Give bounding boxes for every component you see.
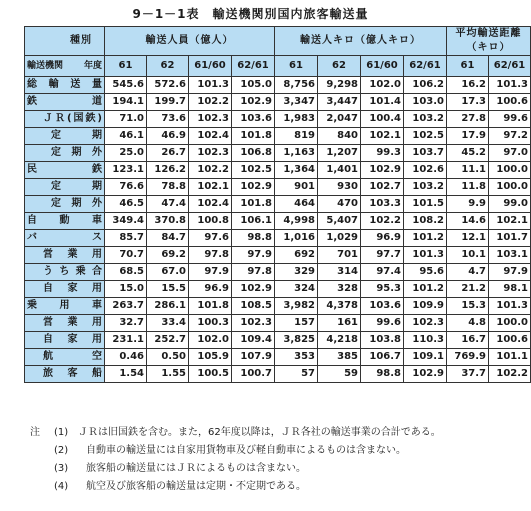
table-cell: 26.7 (147, 145, 189, 162)
table-cell: 101.5 (404, 196, 447, 213)
table-cell: 101.8 (232, 196, 275, 213)
table-cell: 103.8 (361, 332, 404, 349)
table-cell: 98.8 (232, 230, 275, 247)
table-cell: 572.6 (147, 77, 189, 94)
table-cell: 102.6 (404, 162, 447, 179)
table-cell: 102.5 (404, 128, 447, 145)
table-cell: 97.8 (189, 247, 232, 264)
row-label: 自動車 (25, 213, 105, 230)
table-cell: 102.5 (232, 162, 275, 179)
table-cell: 102.3 (189, 145, 232, 162)
table-cell: 101.4 (361, 94, 404, 111)
table-row (25, 247, 531, 264)
table-cell: 9.9 (447, 196, 489, 213)
col-pkm-61: 61 (275, 56, 318, 77)
table-cell: 101.2 (404, 281, 447, 298)
table-cell: 84.7 (147, 230, 189, 247)
table-cell: 157 (275, 315, 318, 332)
table-cell: 12.1 (447, 230, 489, 247)
table-cell: 314 (318, 264, 361, 281)
col-pkm-62: 62 (318, 56, 361, 77)
table-cell: 97.0 (489, 145, 531, 162)
table-cell: 76.6 (105, 179, 147, 196)
table-cell: 1,401 (318, 162, 361, 179)
table-cell: 71.0 (105, 111, 147, 128)
row-label: 定期外 (25, 145, 105, 162)
table-cell: 27.8 (447, 111, 489, 128)
table-cell: 97.4 (361, 264, 404, 281)
table-cell: 102.7 (361, 179, 404, 196)
note-text: ＪＲは旧国鉄を含む。また，62年度以降は，ＪＲ各社の輸送事業の合計である。 (78, 427, 441, 438)
table-cell: 692 (275, 247, 318, 264)
table-cell: 100.4 (361, 111, 404, 128)
row-label: 自家用 (25, 281, 105, 298)
table-cell: 73.6 (147, 111, 189, 128)
table-cell: 69.2 (147, 247, 189, 264)
table-cell: 103.7 (404, 145, 447, 162)
table-cell: 101.3 (489, 77, 531, 94)
table-cell: 385 (318, 349, 361, 366)
table-cell: 464 (275, 196, 318, 213)
table-cell: 103.2 (404, 111, 447, 128)
note-text: 自動車の輸送量には自家用貨物車及び軽自動車によるものは含まない。 (86, 445, 406, 456)
table-cell: 101.8 (189, 298, 232, 315)
table-cell: 100.0 (489, 162, 531, 179)
row-label: 乗用車 (25, 298, 105, 315)
table-cell: 109.1 (404, 349, 447, 366)
table-row (25, 366, 531, 383)
col-people-61-60: 61/60 (189, 56, 232, 77)
table-cell: 102.3 (232, 315, 275, 332)
table-cell: 252.7 (147, 332, 189, 349)
table-cell: 68.5 (105, 264, 147, 281)
col-people-62: 62 (147, 56, 189, 77)
table-cell: 46.1 (105, 128, 147, 145)
table-cell: 95.3 (361, 281, 404, 298)
table-cell: 14.6 (447, 213, 489, 230)
row-label: 定期 (25, 179, 105, 196)
table-cell: 100.0 (489, 315, 531, 332)
note-number: (3) (54, 463, 69, 474)
table-cell: 103.6 (232, 111, 275, 128)
table-cell: 100.7 (232, 366, 275, 383)
table-cell: 57 (275, 366, 318, 383)
table-cell: 15.5 (147, 281, 189, 298)
col-people-62-61: 62/61 (232, 56, 275, 77)
row-label: うち乗合 (25, 264, 105, 281)
table-cell: 102.2 (189, 94, 232, 111)
table-cell: 97.2 (489, 128, 531, 145)
table-cell: 17.3 (447, 94, 489, 111)
table-cell: 101.8 (232, 128, 275, 145)
table-cell: 97.9 (489, 264, 531, 281)
table-row (25, 349, 531, 366)
table-cell: 101.3 (404, 247, 447, 264)
table-row (25, 94, 531, 111)
note-text: 旅客船の輸送量にはＪＲによるものは含まない。 (86, 463, 306, 474)
table-row (25, 315, 531, 332)
table-cell: 102.9 (404, 366, 447, 383)
table-cell: 349.4 (105, 213, 147, 230)
table-cell: 106.8 (232, 145, 275, 162)
note-item (30, 424, 490, 442)
row-label: 自家用 (25, 332, 105, 349)
table-row (25, 145, 531, 162)
table-cell: 102.3 (189, 111, 232, 128)
table-cell: 108.5 (232, 298, 275, 315)
table-cell: 105.9 (189, 349, 232, 366)
header-group-distance-line2: （キロ） (466, 42, 511, 53)
row-label: 民鉄 (25, 162, 105, 179)
table-cell: 231.1 (105, 332, 147, 349)
table-cell: 99.3 (361, 145, 404, 162)
table-cell: 4,998 (275, 213, 318, 230)
table-cell: 97.9 (189, 264, 232, 281)
row-label: 鉄道 (25, 94, 105, 111)
table-cell: 99.6 (361, 315, 404, 332)
table-cell: 930 (318, 179, 361, 196)
table-cell: 10.1 (447, 247, 489, 264)
table-cell: 4.8 (447, 315, 489, 332)
table-cell: 97.8 (232, 264, 275, 281)
table-cell: 470 (318, 196, 361, 213)
table-cell: 819 (275, 128, 318, 145)
table-cell: 47.4 (147, 196, 189, 213)
table-cell: 123.1 (105, 162, 147, 179)
table-cell: 102.2 (189, 162, 232, 179)
header-type: 種別 (25, 27, 105, 56)
note-item (30, 460, 490, 478)
table-cell: 199.7 (147, 94, 189, 111)
table-cell: 11.8 (447, 179, 489, 196)
table-cell: 1,163 (275, 145, 318, 162)
row-label: 営業用 (25, 315, 105, 332)
table-cell: 102.9 (361, 162, 404, 179)
table-cell: 59 (318, 366, 361, 383)
table-cell: 106.1 (232, 213, 275, 230)
table-cell: 840 (318, 128, 361, 145)
table-cell: 102.4 (189, 128, 232, 145)
table-cell: 97.7 (361, 247, 404, 264)
table-cell: 286.1 (147, 298, 189, 315)
header-group-distance-line1: 平均輸送距離 (455, 28, 522, 39)
table-cell: 102.1 (189, 179, 232, 196)
table-cell: 109.9 (404, 298, 447, 315)
table-cell: 0.50 (147, 349, 189, 366)
table-cell: 5,407 (318, 213, 361, 230)
table-cell: 102.0 (361, 77, 404, 94)
table-cell: 103.1 (489, 247, 531, 264)
header-agency-year (25, 56, 105, 77)
col-pkm-62-61: 62/61 (404, 56, 447, 77)
table-cell: 32.7 (105, 315, 147, 332)
table-cell: 2,047 (318, 111, 361, 128)
row-label: バス (25, 230, 105, 247)
table-cell: 194.1 (105, 94, 147, 111)
table-row (25, 196, 531, 213)
table-cell: 33.4 (147, 315, 189, 332)
table-cell: 126.2 (147, 162, 189, 179)
table-cell: 106.2 (404, 77, 447, 94)
header-group-people: 輸送人員（億人） (105, 27, 275, 56)
table-cell: 901 (275, 179, 318, 196)
table-cell: 1,016 (275, 230, 318, 247)
table-cell: 103.2 (404, 179, 447, 196)
table-cell: 99.0 (489, 196, 531, 213)
table-row (25, 298, 531, 315)
table-cell: 97.9 (232, 247, 275, 264)
table-cell: 370.8 (147, 213, 189, 230)
table-cell: 4,218 (318, 332, 361, 349)
table-cell: 769.9 (447, 349, 489, 366)
table-row (25, 111, 531, 128)
note-text: 航空及び旅客船の輸送量は定期・不定期である。 (86, 481, 306, 492)
table-cell: 3,825 (275, 332, 318, 349)
table-cell: 4.7 (447, 264, 489, 281)
table-cell: 25.0 (105, 145, 147, 162)
table-cell: 353 (275, 349, 318, 366)
table-cell: 98.1 (489, 281, 531, 298)
table-cell: 324 (275, 281, 318, 298)
table-cell: 46.5 (105, 196, 147, 213)
row-label: 総輸送量 (25, 77, 105, 94)
table-cell: 17.9 (447, 128, 489, 145)
table-cell: 15.3 (447, 298, 489, 315)
table-cell: 3,982 (275, 298, 318, 315)
note-prefix: 注 (30, 427, 40, 438)
table-cell: 78.8 (147, 179, 189, 196)
table-cell: 102.0 (189, 332, 232, 349)
row-label: 航空 (25, 349, 105, 366)
row-label: 定期 (25, 128, 105, 145)
table-cell: 8,756 (275, 77, 318, 94)
table-cell: 70.7 (105, 247, 147, 264)
table-cell: 100.5 (189, 366, 232, 383)
table-row (25, 281, 531, 298)
table-cell: 102.9 (232, 281, 275, 298)
table-cell: 103.3 (361, 196, 404, 213)
table-row (25, 264, 531, 281)
table-cell: 96.9 (361, 230, 404, 247)
note-number: (1) (54, 427, 69, 438)
table-cell: 106.7 (361, 349, 404, 366)
table-body (25, 77, 531, 383)
table-cell: 102.9 (232, 94, 275, 111)
table-cell: 102.1 (489, 213, 531, 230)
table-cell: 0.46 (105, 349, 147, 366)
table-cell: 103.0 (404, 94, 447, 111)
table-cell: 100.6 (489, 94, 531, 111)
table-cell: 105.0 (232, 77, 275, 94)
row-label: ＪＲ(国鉄) (25, 111, 105, 128)
table-cell: 101.1 (489, 349, 531, 366)
table-cell: 545.6 (105, 77, 147, 94)
table-cell: 102.3 (404, 315, 447, 332)
table-cell: 45.2 (447, 145, 489, 162)
table-cell: 46.9 (147, 128, 189, 145)
note-number: (2) (54, 445, 69, 456)
table-cell: 102.9 (232, 179, 275, 196)
table-row (25, 213, 531, 230)
col-dist-61: 61 (447, 56, 489, 77)
table-cell: 16.2 (447, 77, 489, 94)
table-cell: 100.0 (489, 179, 531, 196)
table-cell: 102.4 (189, 196, 232, 213)
table-cell: 37.7 (447, 366, 489, 383)
table-cell: 328 (318, 281, 361, 298)
table-cell: 4,378 (318, 298, 361, 315)
table-row (25, 179, 531, 196)
row-label: 旅客船 (25, 366, 105, 383)
header-group-distance (447, 27, 531, 56)
table-row (25, 230, 531, 247)
table-cell: 329 (275, 264, 318, 281)
col-people-61: 61 (105, 56, 147, 77)
table-cell: 101.3 (189, 77, 232, 94)
table-cell: 3,347 (275, 94, 318, 111)
table-cell: 15.0 (105, 281, 147, 298)
table-cell: 1,983 (275, 111, 318, 128)
row-label: 定期外 (25, 196, 105, 213)
col-pkm-61-60: 61/60 (361, 56, 404, 77)
notes (30, 424, 490, 496)
table-cell: 701 (318, 247, 361, 264)
table-row (25, 77, 531, 94)
row-label: 営業用 (25, 247, 105, 264)
table-cell: 108.2 (404, 213, 447, 230)
table-cell: 1,364 (275, 162, 318, 179)
table-cell: 96.9 (189, 281, 232, 298)
table-cell: 98.8 (361, 366, 404, 383)
table-cell: 102.1 (361, 128, 404, 145)
table-cell: 100.6 (489, 332, 531, 349)
table-cell: 102.2 (361, 213, 404, 230)
transport-table (24, 26, 531, 383)
table-row (25, 162, 531, 179)
table-cell: 11.1 (447, 162, 489, 179)
table-cell: 101.3 (489, 298, 531, 315)
table-cell: 85.7 (105, 230, 147, 247)
table-cell: 107.9 (232, 349, 275, 366)
table-cell: 103.6 (361, 298, 404, 315)
table-cell: 102.2 (489, 366, 531, 383)
table-cell: 1,029 (318, 230, 361, 247)
transport-table-wrap (24, 26, 528, 383)
header-agency: 輸送機関 (27, 61, 64, 71)
table-cell: 101.7 (489, 230, 531, 247)
table-cell: 110.3 (404, 332, 447, 349)
note-item (30, 442, 490, 460)
header-year: 年度 (83, 61, 102, 71)
table-cell: 100.3 (189, 315, 232, 332)
table-cell: 109.4 (232, 332, 275, 349)
table-cell: 95.6 (404, 264, 447, 281)
table-cell: 67.0 (147, 264, 189, 281)
col-dist-62-61: 62/61 (489, 56, 531, 77)
table-title: 9－1－1表 輸送機関別国内旅客輸送量 (132, 7, 369, 21)
table-cell: 1.54 (105, 366, 147, 383)
table-cell: 97.6 (189, 230, 232, 247)
table-row (25, 332, 531, 349)
table-cell: 1,207 (318, 145, 361, 162)
table-cell: 3,447 (318, 94, 361, 111)
table-row (25, 128, 531, 145)
table-cell: 101.2 (404, 230, 447, 247)
table-cell: 1.55 (147, 366, 189, 383)
table-cell: 161 (318, 315, 361, 332)
table-cell: 21.2 (447, 281, 489, 298)
table-cell: 9,298 (318, 77, 361, 94)
note-number: (4) (54, 481, 69, 492)
table-cell: 263.7 (105, 298, 147, 315)
note-item (30, 478, 490, 496)
table-cell: 99.6 (489, 111, 531, 128)
header-group-person-km: 輸送人キロ（億人キロ） (275, 27, 447, 56)
table-cell: 16.7 (447, 332, 489, 349)
table-cell: 100.8 (189, 213, 232, 230)
